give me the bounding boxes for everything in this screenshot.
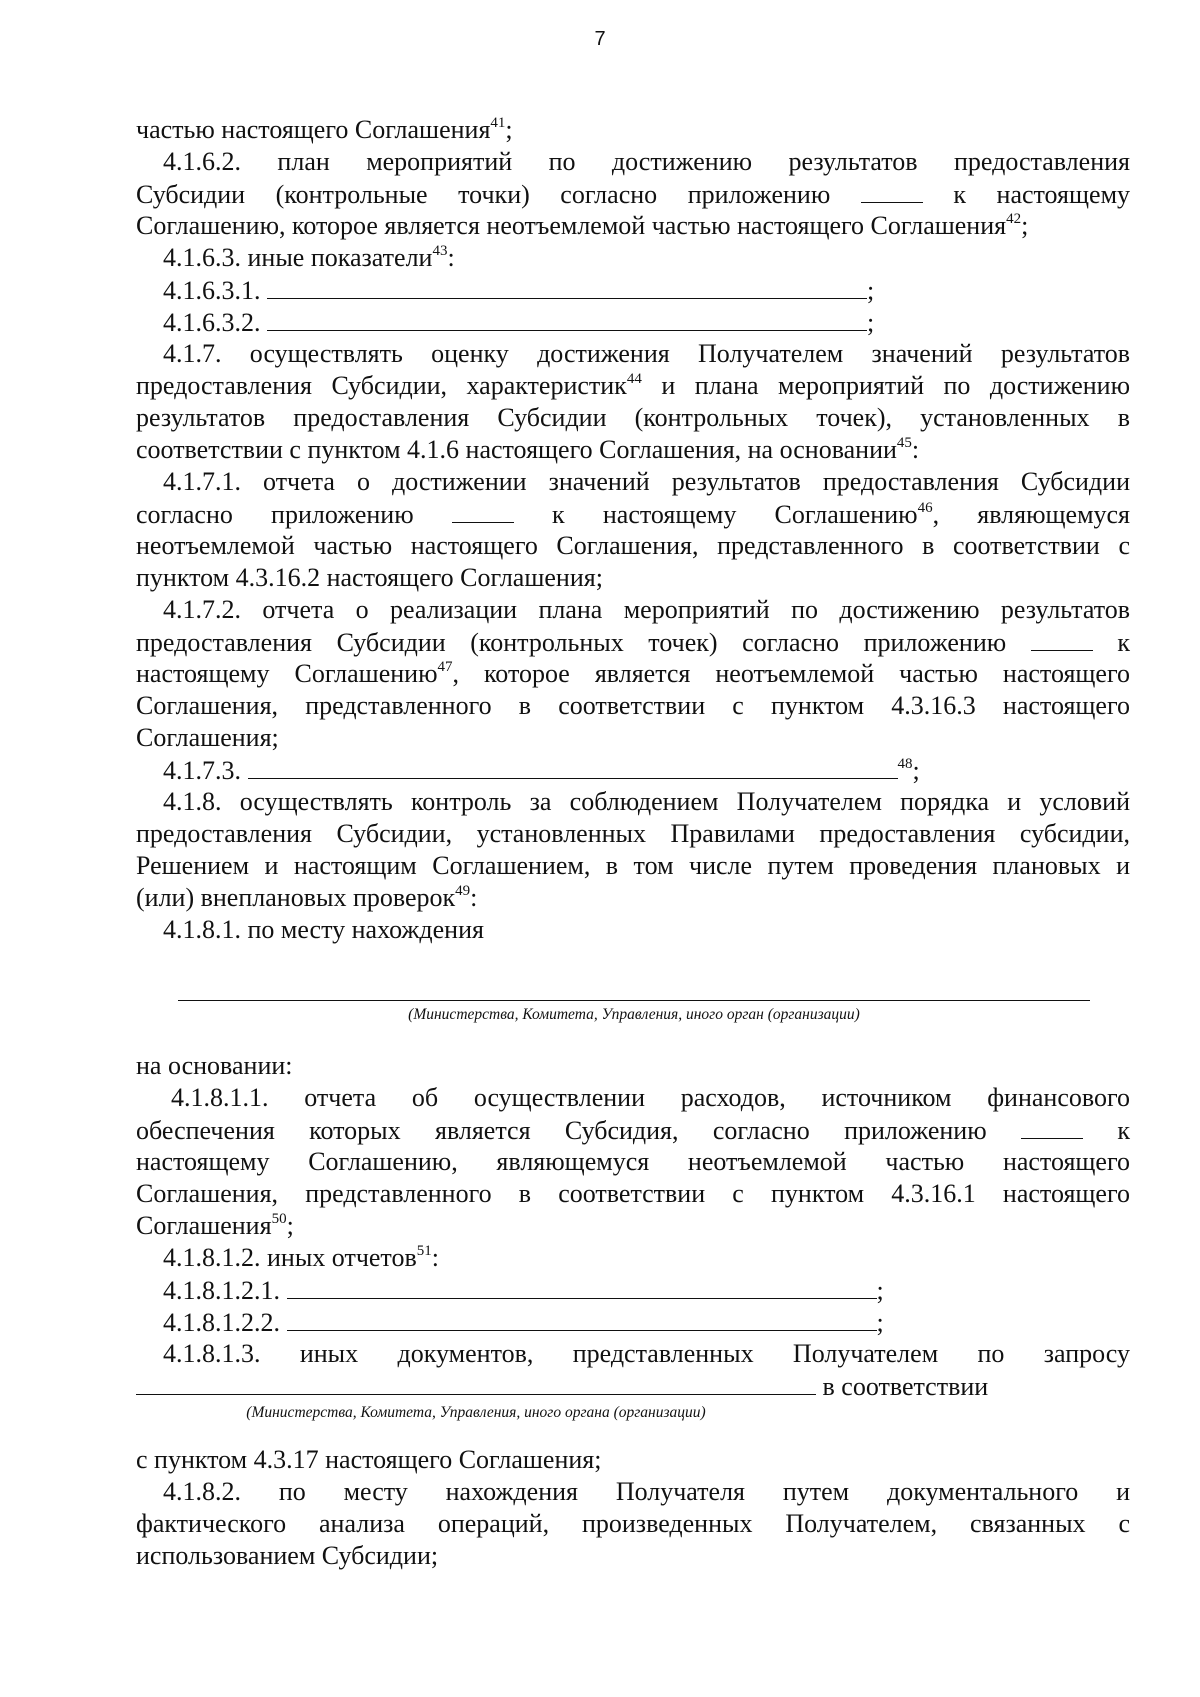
page-number: 7 bbox=[594, 28, 606, 50]
text-line: 4.1.8.1.2.2. ; bbox=[163, 1308, 884, 1337]
text-line: 4.1.8.1.3. иных документов, представленных Получателем по запросу bbox=[163, 1339, 1130, 1368]
blank-field bbox=[1031, 626, 1093, 651]
text-line: Субсидии (контрольные точки) согласно приложению к настоящему bbox=[136, 180, 1131, 209]
text-line: пунктом 4.3.16.2 настоящего Соглашения; bbox=[136, 563, 603, 592]
text-line: обеспечения которых является Субсидия, согласно приложению к bbox=[136, 1116, 1131, 1145]
blank-field bbox=[452, 498, 514, 523]
text-line: фактического анализа операций, произведенных Получателем, связанных с bbox=[136, 1509, 1130, 1538]
footnote-ref: 48 bbox=[897, 756, 913, 772]
text-line: Соглашения; bbox=[136, 723, 279, 752]
blank-field bbox=[861, 178, 923, 203]
blank-field bbox=[248, 754, 898, 779]
text-line: 4.1.8.1.1. отчета об осуществлении расходов, источником финансового bbox=[171, 1083, 1130, 1112]
text-line: в соответствии bbox=[136, 1370, 1130, 1402]
text-line: использованием Субсидии; bbox=[136, 1541, 439, 1570]
text-line: неотъемлемой частью настоящего Соглашения, представленного в соответствии с bbox=[136, 531, 1130, 560]
text-line: настоящему Соглашению$^{47}$, которое является неотъемлемой частью настоящего bbox=[136, 659, 1130, 688]
text-line: Соглашения$^{50}$; bbox=[136, 1211, 294, 1240]
text-line: 4.1.8.1.2. иных отчетов$^{51}$: bbox=[163, 1243, 439, 1272]
text-line: результатов предоставления Субсидии (контрольных точек), установленных в bbox=[136, 403, 1130, 432]
text-line: 4.1.7. осуществлять оценку достижения Получателем значений результатов bbox=[163, 339, 1130, 368]
footnote-ref: 49 bbox=[455, 883, 471, 899]
footnote-ref: 47 bbox=[437, 659, 453, 675]
text-line: 4.1.7.1. отчета о достижении значений результатов предоставления Субсидии bbox=[163, 467, 1130, 496]
organ-name-line bbox=[178, 1000, 1090, 1001]
text-line: Соглашения, представленного в соответствии с пунктом 4.3.16.1 настоящего bbox=[136, 1179, 1130, 1208]
text-line: предоставления Субсидии (контрольных точек) согласно приложению к bbox=[136, 628, 1131, 657]
text-line: соответствии с пунктом 4.1.6 настоящего Соглашения, на основании$^{45}$: bbox=[136, 435, 920, 464]
text-line: согласно приложению к настоящему Соглашению$^{46}$, являющемуся bbox=[136, 500, 1131, 529]
footnote-ref: 46 bbox=[917, 500, 933, 516]
text-line: 4.1.6.3.2. ; bbox=[163, 308, 875, 337]
text-line: предоставления Субсидии, характеристик$^{44}$ и плана мероприятий по достижению bbox=[136, 371, 1131, 400]
text-line: Соглашению, которое является неотъемлемой частью настоящего Соглашения$^{42}$; bbox=[136, 211, 1029, 240]
text-line: 4.1.6.2. план мероприятий по достижению результатов предоставления bbox=[163, 147, 1130, 176]
text-line: 4.1.7.3. $^{48}$; bbox=[163, 756, 920, 785]
blank-field bbox=[287, 1274, 877, 1299]
footnote-ref: 50 bbox=[271, 1211, 287, 1227]
text-line: 4.1.8.1.2.1. ; bbox=[163, 1276, 884, 1305]
text-line: Соглашения, представленного в соответствии с пунктом 4.3.16.3 настоящего bbox=[136, 691, 1130, 720]
footnote-ref: 42 bbox=[1006, 211, 1022, 227]
blank-field bbox=[287, 1306, 877, 1331]
text-line: 4.1.6.3.1. ; bbox=[163, 276, 875, 305]
footnote-ref: 45 bbox=[896, 435, 912, 451]
footnote-ref: 43 bbox=[432, 243, 448, 259]
blank-field bbox=[267, 306, 867, 331]
text-line: (или) внеплановых проверок$^{49}$: bbox=[136, 883, 478, 912]
organ-caption: (Министерства, Комитета, Управления, иного орган (организации) bbox=[408, 1006, 860, 1023]
text-line: 4.1.8. осуществлять контроль за соблюдением Получателем порядка и условий bbox=[163, 787, 1130, 816]
organ-caption: (Министерства, Комитета, Управления, иного органа (организации) bbox=[246, 1404, 706, 1421]
text-line: Решением и настоящим Соглашением, в том числе путем проведения плановых и bbox=[136, 851, 1130, 880]
text-line: с пунктом 4.3.17 настоящего Соглашения; bbox=[136, 1445, 602, 1474]
text-line: на основании: bbox=[136, 1051, 293, 1080]
text-line: настоящему Соглашению, являющемуся неотъемлемой частью настоящего bbox=[136, 1147, 1130, 1176]
footnote-ref: 44 bbox=[626, 371, 642, 387]
text-line: 4.1.8.2. по месту нахождения Получателя путем документального и bbox=[163, 1477, 1130, 1506]
blank-field bbox=[1021, 1114, 1083, 1139]
text-line: предоставления Субсидии, установленных Правилами предоставления субсидии, bbox=[136, 819, 1130, 848]
text-line: 4.1.7.2. отчета о реализации плана мероприятий по достижению результатов bbox=[163, 595, 1130, 624]
text-line: 4.1.6.3. иные показатели$^{43}$: bbox=[163, 243, 455, 272]
organ-name-line bbox=[136, 1370, 816, 1395]
blank-field bbox=[267, 274, 867, 299]
text-line: частью настоящего Соглашения$^{41}$; bbox=[136, 115, 513, 144]
footnote-ref: 51 bbox=[416, 1243, 432, 1259]
footnote-ref: 41 bbox=[490, 115, 506, 131]
text-line: 4.1.8.1. по месту нахождения bbox=[163, 915, 484, 944]
